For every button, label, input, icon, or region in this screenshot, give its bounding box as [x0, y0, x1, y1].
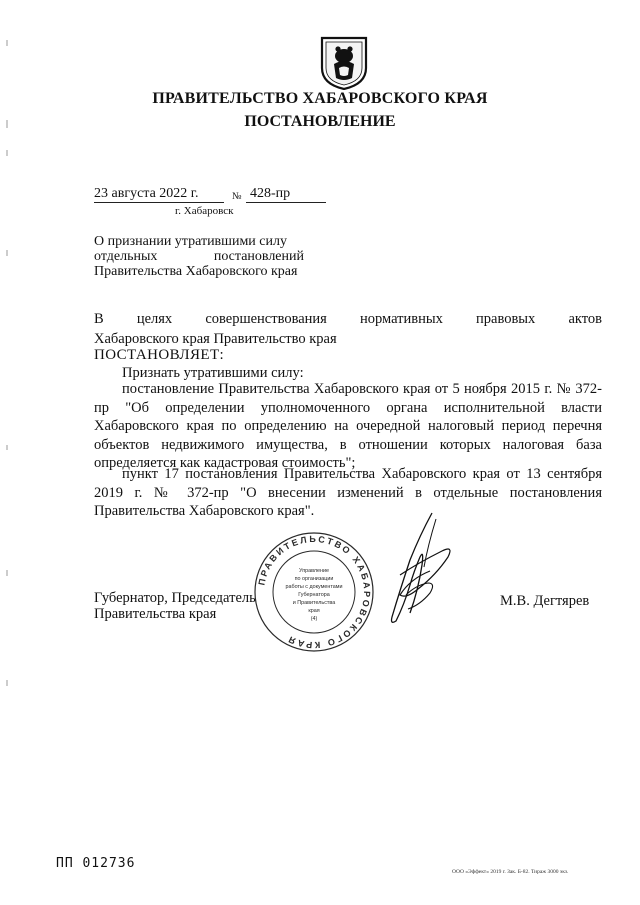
date-underline: [94, 202, 224, 203]
printer-imprint: ООО «Эффект» 2019 г. Зак. Б-82. Тираж 3000 экз.: [452, 869, 569, 875]
khabarovsk-emblem-icon: [318, 34, 370, 90]
subject-word-left: отдельных: [94, 249, 158, 264]
intro-word: В: [94, 311, 104, 327]
intro-word: совершенствования: [205, 311, 327, 327]
intro-word: актов: [568, 311, 602, 327]
scan-edge-marks: [5, 0, 9, 905]
stamp-inner-line: края: [308, 608, 320, 614]
subject-word-right: постановлений: [213, 249, 304, 264]
intro-word: целях: [136, 311, 173, 327]
government-header: ПРАВИТЕЛЬСТВО ХАБАРОВСКОГО КРАЯ: [152, 90, 488, 107]
decree-word: ПОСТАНОВЛЯЕТ:: [94, 347, 225, 363]
document-number: 428-пр: [250, 186, 291, 201]
intro-paragraph-line-2: Хабаровского края Правительство края: [94, 331, 337, 347]
document-type-title: ПОСТАНОВЛЕНИЕ: [244, 113, 396, 130]
stamp-inner-line: по организации: [294, 576, 334, 582]
intro-paragraph-line-1: [94, 310, 602, 329]
intro-word: правовых: [476, 311, 536, 327]
signatory-name: М.В. Дегтярев: [500, 593, 590, 609]
form-serial-number: ПП 012736: [56, 856, 136, 871]
signatory-position: [94, 590, 256, 622]
recognize-heading: Признать утратившими силу:: [122, 365, 304, 381]
stamp-inner-line: работы с документами: [285, 584, 343, 590]
stamp-inner-line: Губернатора: [298, 592, 330, 598]
stamp-inner-line: (4): [310, 616, 318, 622]
position-line-2: Правительства края: [94, 606, 217, 622]
subject-line-2: [94, 249, 304, 264]
repealed-item-1: постановление Правительства Хабаровского края от 5 ноября 2015 г. № 372-пр "Об определении уполномоченного органа исполнительной власти Хабаровского края по определению на очередной налоговый период перечня объектов недвижимого имущества, в отношении которых налоговая база определяется как кадастровая стоимость";: [94, 381, 602, 471]
stamp-outer-text: ПРАВИТЕЛЬСТВО ХАБАРОВСКОГО КРАЯ: [256, 533, 373, 651]
stamp-inner-line: Управление: [299, 568, 329, 574]
document-date: 23 августа 2022 г.: [94, 186, 199, 201]
document-city: г. Хабаровск: [175, 205, 234, 217]
handwritten-signature: [370, 505, 460, 635]
repealed-item-2: пункт 17 постановления Правительства Хабаровского края от 13 сентября 2019 г. № 372-пр "О внесении изменений в отдельные постановления Правительства Хабаровского края".: [94, 466, 602, 519]
subject-line-1: О признании утратившими силу: [94, 234, 287, 249]
official-stamp: [252, 530, 376, 654]
number-underline: [246, 202, 326, 203]
document-subject: [94, 234, 304, 279]
subject-line-3: Правительства Хабаровского края: [94, 264, 298, 279]
position-line-1: Губернатор, Председатель: [94, 590, 256, 606]
number-label: №: [232, 191, 242, 202]
stamp-inner-line: и Правительства: [292, 600, 336, 606]
intro-word: нормативных: [360, 311, 443, 327]
